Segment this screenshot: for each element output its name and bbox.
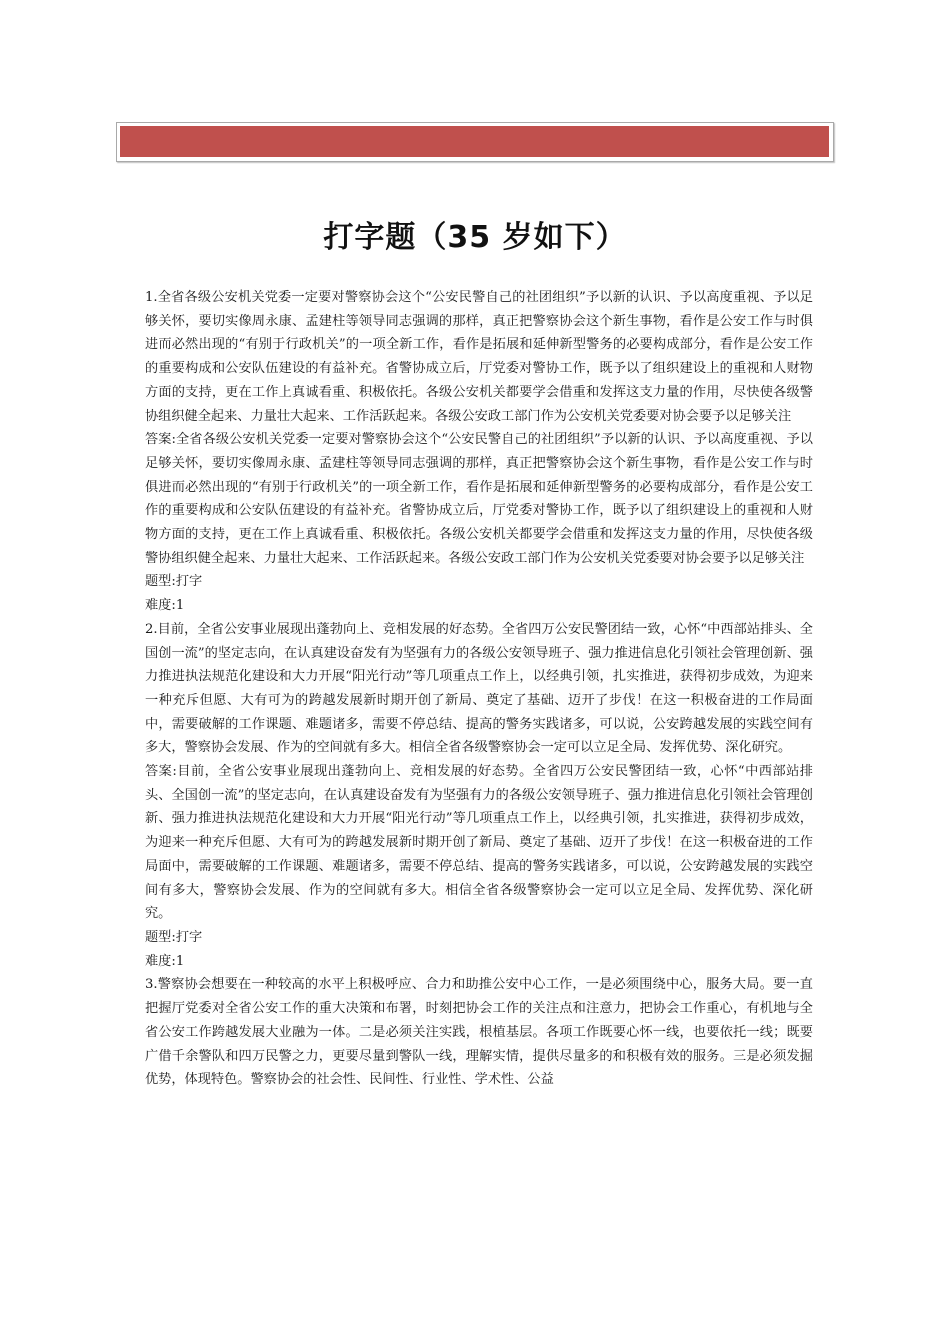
- question-text: 1.全省各级公安机关党委一定要对警察协会这个“公安民警自己的社团组织”予以新的认识、予以高度重视、予以足够关怀，要切实像周永康、孟建柱等领导同志强调的那样，真正把警察协会这个新生事物，看作是公安工作与时俱进而必然出现的“有别于行政机关”的一项全新工作，看作是拓展和延伸新型警务的必要构成部分，看作是公安工作的重要构成和公安队伍建设的有益补充。省警协成立后，厅党委对警协工作，既予以了组织建设上的重视和人财物方面的支持，更在工作上真诚看重、积极依托。各级公安机关都要学会借重和发挥这支力量的作用，尽快使各级警协组织健全起来、力量壮大起来、工作活跃起来。各级公安政工部门作为公安机关党委要对协会要予以足够关注: [145, 290, 813, 424]
- answer-text: 答案:全省各级公安机关党委一定要对警察协会这个“公安民警自己的社团组织”予以新的认识、予以高度重视、予以足够关怀，要切实像周永康、孟建柱等领导同志强调的那样，真正把警察协会这个新生事物，看作是公安工作与时俱进而必然出现的“有别于行政机关”的一项全新工作，看作是拓展和延伸新型警务的必要构成部分，看作是公安工作的重要构成和公安队伍建设的有益补充。省警协成立后，厅党委对警协工作，既予以了组织建设上的重视和人财物方面的支持，更在工作上真诚看重、积极依托。各级公安机关都要学会借重和发挥这支力量的作用，尽快使各级警协组织健全起来、力量壮大起来、工作活跃起来。各级公安政工部门作为公安机关党委要对协会要予以足够关注: [145, 432, 813, 566]
- question-type: 题型:打字: [145, 929, 203, 945]
- question-text: 3.警察协会想要在一种较高的水平上积极呼应、合力和助推公安中心工作，一是必须围绕中心，服务大局。要一直把握厅党委对全省公安工作的重大决策和布署，时刻把协会工作的关注点和注意力，把协会工作重心，有机地与全省公安工作跨越发展大业融为一体。二是必须关注实践，根植基层。各项工作既要心怀一线，也要依托一线；既要广借千余警队和四万民警之力，更要尽量到警队一线，理解实情，提供尽量多的和积极有效的服务。三是必须发掘优势，体现特色。警察协会的社会性、民间性、行业性、学术性、公益: [145, 977, 813, 1088]
- answer-text: 答案:目前，全省公安事业展现出蓬勃向上、竞相发展的好态势。全省四万公安民警团结一致，心怀“中西部站排头、全国创一流”的坚定志向，在认真建设奋发有为坚强有力的各级公安领导班子、强力推进信息化引领社会管理创新、强力推进执法规范化建设和大力开展“阳光行动”等几项重点工作上，以经典引领，扎实推进，获得初步成效，为迎来一种充斥但愿、大有可为的跨越发展新时期开创了新局、奠定了基础、迈开了步伐！在这一积极奋进的工作局面中，需要破解的工作课题、难题诸多，需要不停总结、提高的警务实践诸多，可以说，公安跨越发展的实践空间有多大，警察协会发展、作为的空间就有多大。相信全省各级警察协会一定可以立足全局、发挥优势、深化研究。: [145, 764, 813, 922]
- document-body: [145, 286, 813, 1092]
- document-title: 打字题（35 岁如下）: [323, 220, 627, 255]
- question-text: 2.目前，全省公安事业展现出蓬勃向上、竞相发展的好态势。全省四万公安民警团结一致，心怀“中西部站排头、全国创一流”的坚定志向，在认真建设奋发有为坚强有力的各级公安领导班子、强力推进信息化引领社会管理创新、强力推进执法规范化建设和大力开展“阳光行动”等几项重点工作上，以经典引领，扎实推进，获得初步成效，为迎来一种充斥但愿、大有可为的跨越发展新时期开创了新局、奠定了基础、迈开了步伐！在这一积极奋进的工作局面中，需要破解的工作课题、难题诸多，需要不停总结、提高的警务实践诸多，可以说，公安跨越发展的实践空间有多大，警察协会发展、作为的空间就有多大。相信全省各级警察协会一定可以立足全局、发挥优势、深化研究。: [145, 621, 813, 756]
- header-banner-bar: [120, 126, 829, 157]
- header-banner: [116, 122, 834, 162]
- question-type: 题型:打字: [145, 574, 203, 590]
- question-difficulty: 难度:1: [145, 953, 185, 969]
- question-difficulty: 难度:1: [145, 598, 185, 614]
